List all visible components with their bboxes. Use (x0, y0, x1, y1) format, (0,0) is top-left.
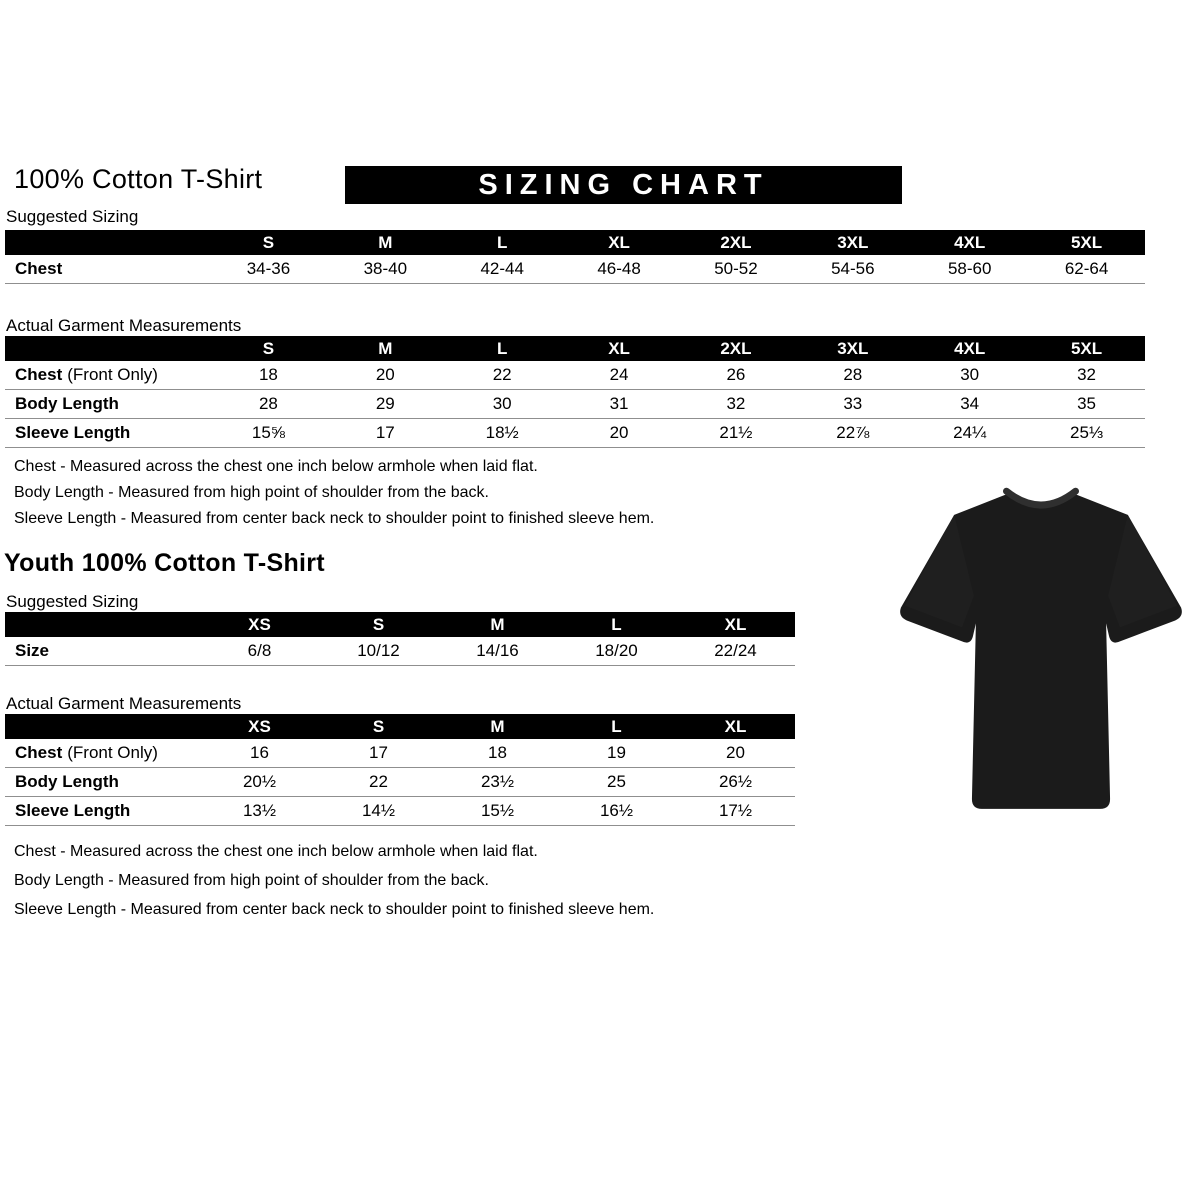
size-col-header: S (210, 230, 327, 255)
table-row (5, 768, 795, 797)
size-value-cell: 32 (1028, 361, 1145, 390)
size-value-cell: 38-40 (327, 255, 444, 284)
table-header-row (5, 714, 795, 739)
youth-actual-table (5, 714, 795, 826)
size-col-header: 3XL (794, 230, 911, 255)
adult-title: 100% Cotton T-Shirt (14, 164, 263, 194)
adult-suggested-table (5, 230, 1145, 284)
size-value-cell: 10/12 (319, 637, 438, 666)
row-label-note: (Front Only) (67, 743, 158, 762)
size-value-cell: 31 (561, 390, 678, 419)
size-col-header: 5XL (1028, 336, 1145, 361)
row-label-text: Sleeve Length (15, 801, 131, 820)
row-label-text: Body Length (15, 772, 119, 791)
size-value-cell: 24 (561, 361, 678, 390)
table-row (5, 739, 795, 768)
size-value-cell: 18/20 (557, 637, 676, 666)
size-value-cell: 42-44 (444, 255, 561, 284)
size-value-cell: 18 (438, 739, 557, 768)
size-value-cell: 54-56 (794, 255, 911, 284)
size-col-header: XS (200, 612, 319, 637)
size-value-cell: 22 (444, 361, 561, 390)
size-value-cell: 25 (557, 768, 676, 797)
row-label-text: Chest (15, 743, 63, 762)
size-value-cell: 34-36 (210, 255, 327, 284)
size-value-cell: 16½ (557, 797, 676, 826)
size-value-cell: 22 (319, 768, 438, 797)
size-col-header: XL (561, 336, 678, 361)
youth-suggested-table (5, 612, 795, 666)
size-value-cell: 25⅓ (1028, 419, 1145, 448)
size-col-header: XS (200, 714, 319, 739)
table-row (5, 637, 795, 666)
table-header-row (5, 336, 1145, 361)
size-col-header: 4XL (911, 230, 1028, 255)
size-value-cell: 17½ (676, 797, 795, 826)
size-col-header: L (557, 714, 676, 739)
size-col-header: M (438, 612, 557, 637)
youth-title: Youth 100% Cotton T-Shirt (4, 549, 325, 577)
size-value-cell: 23½ (438, 768, 557, 797)
size-value-cell: 28 (210, 390, 327, 419)
size-col-header: S (210, 336, 327, 361)
youth-notes (14, 843, 654, 930)
size-value-cell: 26 (678, 361, 795, 390)
size-col-header: XL (676, 612, 795, 637)
table-row (5, 361, 1145, 390)
size-col-header: M (438, 714, 557, 739)
adult-actual-table (5, 336, 1145, 448)
adult-suggested-heading: Suggested Sizing (6, 207, 139, 226)
size-col-header: 2XL (678, 336, 795, 361)
row-label: Size (5, 637, 200, 666)
row-label (5, 361, 210, 390)
size-value-cell: 14/16 (438, 637, 557, 666)
size-col-header: S (319, 612, 438, 637)
size-col-header: XL (676, 714, 795, 739)
size-value-cell: 32 (678, 390, 795, 419)
size-value-cell: 20 (676, 739, 795, 768)
row-label (5, 797, 200, 826)
size-value-cell: 13½ (200, 797, 319, 826)
size-value-cell: 16 (200, 739, 319, 768)
table-header-row (5, 612, 795, 637)
size-value-cell: 6/8 (200, 637, 319, 666)
row-label (5, 768, 200, 797)
adult-notes (14, 458, 654, 536)
size-value-cell: 21½ (678, 419, 795, 448)
size-value-cell: 20 (327, 361, 444, 390)
size-col-header: 3XL (794, 336, 911, 361)
size-value-cell: 22/24 (676, 637, 795, 666)
size-value-cell: 24¼ (911, 419, 1028, 448)
tshirt-image (893, 476, 1189, 834)
note-line: Sleeve Length - Measured from center back neck to shoulder point to finished sleeve hem. (14, 510, 655, 527)
size-col-header: 2XL (678, 230, 795, 255)
sizing-chart-banner: SIZING CHART (345, 166, 902, 204)
size-value-cell: 29 (327, 390, 444, 419)
youth-suggested-heading: Suggested Sizing (6, 592, 139, 611)
size-col-header: L (444, 230, 561, 255)
size-value-cell: 35 (1028, 390, 1145, 419)
row-label (5, 739, 200, 768)
adult-actual-heading: Actual Garment Measurements (6, 316, 242, 335)
size-col-header: M (327, 336, 444, 361)
note-line: Sleeve Length - Measured from center back neck to shoulder point to finished sleeve hem. (14, 901, 655, 918)
size-col-header: XL (561, 230, 678, 255)
size-value-cell: 22⅞ (794, 419, 911, 448)
size-value-cell: 17 (327, 419, 444, 448)
row-label-text: Body Length (15, 394, 119, 413)
header-empty-cell (5, 336, 210, 361)
size-value-cell: 26½ (676, 768, 795, 797)
table-row (5, 419, 1145, 448)
size-value-cell: 28 (794, 361, 911, 390)
size-value-cell: 46-48 (561, 255, 678, 284)
row-label: Chest (5, 255, 210, 284)
size-value-cell: 14½ (319, 797, 438, 826)
size-col-header: L (557, 612, 676, 637)
note-line: Chest - Measured across the chest one inch below armhole when laid flat. (14, 843, 538, 860)
size-col-header: 4XL (911, 336, 1028, 361)
size-value-cell: 62-64 (1028, 255, 1145, 284)
row-label-text: Sleeve Length (15, 423, 131, 442)
size-value-cell: 33 (794, 390, 911, 419)
size-value-cell: 50-52 (678, 255, 795, 284)
table-header-row (5, 230, 1145, 255)
size-value-cell: 58-60 (911, 255, 1028, 284)
size-value-cell: 18½ (444, 419, 561, 448)
table-row (5, 390, 1145, 419)
header-empty-cell (5, 714, 200, 739)
note-line: Body Length - Measured from high point of shoulder from the back. (14, 484, 489, 501)
row-label-text: Chest (15, 365, 63, 384)
header-empty-cell (5, 230, 210, 255)
table-row (5, 255, 1145, 284)
size-value-cell: 18 (210, 361, 327, 390)
table-row (5, 797, 795, 826)
note-line: Body Length - Measured from high point of shoulder from the back. (14, 872, 489, 889)
note-line: Chest - Measured across the chest one inch below armhole when laid flat. (14, 458, 538, 475)
row-label (5, 390, 210, 419)
youth-actual-heading: Actual Garment Measurements (6, 694, 242, 713)
header-empty-cell (5, 612, 200, 637)
size-value-cell: 19 (557, 739, 676, 768)
size-value-cell: 30 (911, 361, 1028, 390)
size-col-header: S (319, 714, 438, 739)
size-value-cell: 17 (319, 739, 438, 768)
row-label (5, 419, 210, 448)
size-value-cell: 20½ (200, 768, 319, 797)
row-label-note: (Front Only) (67, 365, 158, 384)
size-value-cell: 15½ (438, 797, 557, 826)
size-value-cell: 15⅝ (210, 419, 327, 448)
size-col-header: L (444, 336, 561, 361)
size-value-cell: 34 (911, 390, 1028, 419)
size-col-header: 5XL (1028, 230, 1145, 255)
size-value-cell: 20 (561, 419, 678, 448)
size-value-cell: 30 (444, 390, 561, 419)
size-col-header: M (327, 230, 444, 255)
